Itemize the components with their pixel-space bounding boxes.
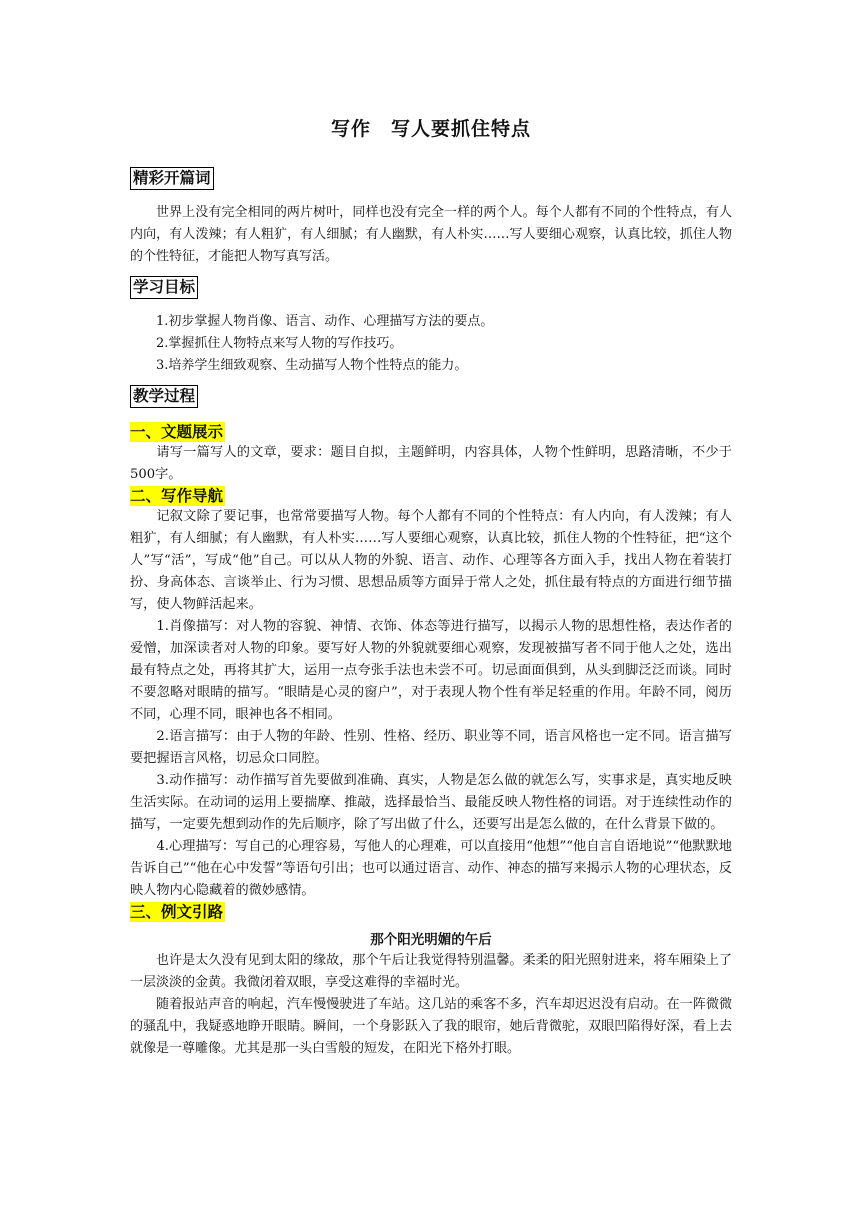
part2-paragraph: 3.动作描写：动作描写首先要做到准确、真实，人物是怎么做的就怎么写，实事求是，真实地反映生活实际。在动词的运用上要揣摩、推敲，选择最恰当、最能反映人物性格的词语。对于连续性动作的描写，一定要先想到动作的先后顺序，除了写出做了什么，还要写出是怎么做的，在什么背景下做的。 <box>130 773 732 832</box>
part1-text: 请写一篇写人的文章，要求：题目自拟，主题鲜明，内容具体，人物个性鲜明，思路清晰，不少于500字。 <box>130 445 732 482</box>
part1 <box>130 422 732 486</box>
goals-heading: 学习目标 <box>130 276 198 299</box>
part2-heading: 二、写作导航 <box>130 487 224 505</box>
goal-item: 1.初步掌握人物肖像、语言、动作、心理描写方法的要点。 <box>156 314 494 329</box>
part2 <box>130 486 732 902</box>
intro-section <box>130 167 732 268</box>
part2-paragraph: 记叙文除了要记事，也常常要描写人物。每个人都有不同的个性特点：有人内向，有人泼辣；有人粗犷，有人细腻；有人幽默，有人朴实……写人要细心观察，认真比较，抓住人物的个性特征，把“这个人”写“活”，写成“他”自己。可以从人物的外貌、语言、动作、心理等各方面入手，找出人物在着装打扮、身高体态、言谈举止、行为习惯、思想品质等方面异于常人之处，抓住最有特点的方面进行细节描写，使人物鲜活起来。 <box>130 509 732 612</box>
intro-heading: 精彩开篇词 <box>130 167 214 190</box>
part3-heading: 三、例文引路 <box>130 903 224 921</box>
part1-heading: 一、文题展示 <box>130 423 224 441</box>
part3 <box>130 902 732 1060</box>
goal-item: 3.培养学生细致观察、生动描写人物个性特点的能力。 <box>156 358 468 373</box>
part2-paragraph: 4.心理描写：写自己的心理容易，写他人的心理难，可以直接用“他想”“他自言自语地说”“他默默地告诉自己”“他在心中发誓”等语句引出；也可以通过语言、动作、神态的描写来揭示人物的心理状态，反映人物内心隐藏着的微妙感情。 <box>130 839 732 898</box>
document-page <box>130 100 732 1060</box>
goal-item: 2.掌握抓住人物特点来写人物的写作技巧。 <box>156 336 403 351</box>
goals-list <box>130 311 732 377</box>
document-title: 写作 写人要抓住特点 <box>330 118 531 140</box>
goals-section <box>130 276 732 377</box>
example-paragraph: 也许是太久没有见到太阳的缘故，那个午后让我觉得特别温馨。柔柔的阳光照射进来，将车厢染上了一层淡淡的金黄。我微闭着双眼，享受这难得的幸福时光。 <box>130 953 732 990</box>
example-title: 那个阳光明媚的午后 <box>370 932 492 948</box>
intro-text: 世界上没有完全相同的两片树叶，同样也没有完全一样的两个人。每个人都有不同的个性特点，有人内向，有人泼辣；有人粗犷，有人细腻；有人幽默，有人朴实……写人要细心观察，认真比较，抓住人物的个性特征，才能把人物写真写活。 <box>130 205 732 264</box>
part2-paragraph: 1.肖像描写：对人物的容貌、神情、衣饰、体态等进行描写，以揭示人物的思想性格，表达作者的爱憎，加深读者对人物的印象。要写好人物的外貌就要细心观察，发现被描写者不同于他人之处，选出最有特点之处，再将其扩大，运用一点夸张手法也未尝不可。切忌面面俱到，从头到脚泛泛而谈。同时不要忽略对眼睛的描写。“眼睛是心灵的窗户”，对于表现人物个性有举足轻重的作用。年龄不同，阅历不同，心理不同，眼神也各不相同。 <box>130 619 732 722</box>
process-heading: 教学过程 <box>130 385 198 408</box>
part2-paragraph: 2.语言描写：由于人物的年龄、性别、性格、经历、职业等不同，语言风格也一定不同。语言描写要把握语言风格，切忌众口同腔。 <box>130 729 732 766</box>
example-paragraph: 随着报站声音的响起，汽车慢慢驶进了车站。这几站的乘客不多，汽车却迟迟没有启动。在一阵微微的骚乱中，我疑惑地睁开眼睛。瞬间，一个身影跃入了我的眼帘，她后背微驼，双眼凹陷得好深，看上去就像是一尊雕像。尤其是那一头白雪般的短发，在阳光下格外打眼。 <box>130 997 732 1056</box>
process-section <box>130 385 732 1060</box>
